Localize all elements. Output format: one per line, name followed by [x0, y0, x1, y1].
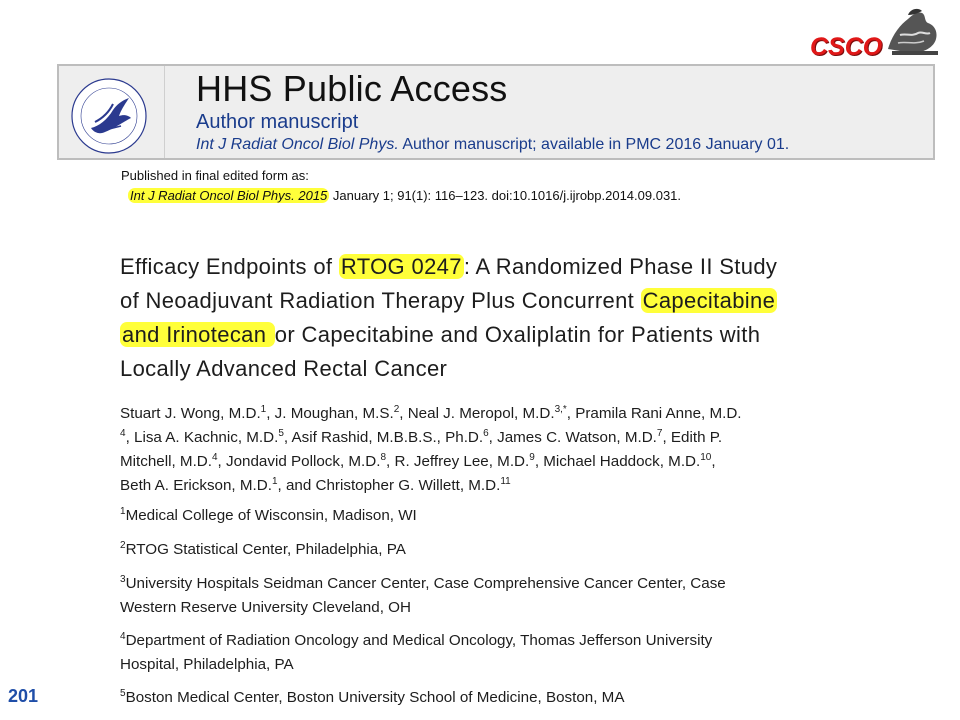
slide-page-number: 201 [8, 686, 39, 706]
author-name: , Neal J. Meropol, M.D. [399, 405, 555, 422]
hhs-seal-icon [69, 76, 149, 156]
citation-details: January 1; 91(1): 116–123. doi:10.1016/j.ijrobp.2014.09.031. [329, 188, 682, 203]
affiliation-5 [120, 686, 920, 710]
author-name: , Asif Rashid, M.B.B.S., Ph.D. [283, 429, 484, 446]
author-name: Stuart J. Wong, M.D. [120, 405, 261, 422]
author-name: , Michael Haddock, M.D. [534, 453, 701, 470]
rtog-highlight: RTOG 0247 [340, 254, 462, 279]
author-superscript: 5 [278, 428, 284, 439]
affiliation-1 [120, 504, 920, 528]
title-line-3 [120, 318, 920, 352]
author-manuscript-label: Author manuscript [196, 111, 359, 133]
csco-logo [808, 5, 942, 61]
title-text: : A Randomized Phase II Study [463, 254, 778, 279]
author-superscript: 3,* [554, 404, 567, 415]
author-name: , Jondavid Pollock, M.D. [217, 453, 381, 470]
author-superscript: 4 [120, 428, 126, 439]
affiliation-line [120, 686, 920, 710]
affiliation-text: RTOG Statistical Center, Philadelphia, PA [125, 541, 406, 558]
affiliation-superscript: 2 [120, 540, 126, 551]
title-text: Efficacy Endpoints of [120, 254, 339, 279]
affiliation-line [120, 504, 920, 528]
author-superscript: 2 [393, 404, 400, 415]
author-superscript: 10 [700, 452, 712, 463]
authors-line-4 [120, 474, 920, 498]
article-title [120, 250, 920, 386]
affiliation-text: Western Reserve University Cleveland, OH [120, 599, 411, 616]
affiliation-text: Hospital, Philadelphia, PA [120, 656, 294, 673]
journal-name: Int J Radiat Oncol Biol Phys. [196, 136, 399, 153]
affiliation-text: Boston Medical Center, Boston University School of Medicine, Boston, MA [125, 689, 625, 706]
author-name: , J. Moughan, M.S. [266, 405, 394, 422]
affiliation-line [120, 572, 920, 596]
affiliation-2 [120, 538, 920, 562]
author-superscript: 6 [483, 428, 489, 439]
affiliation-text: University Hospitals Seidman Cancer Center, Case Comprehensive Cancer Center, Case [125, 575, 726, 592]
author-name: , R. Jeffrey Lee, M.D. [386, 453, 530, 470]
affiliation-line [120, 538, 920, 562]
author-name: , [711, 453, 716, 470]
author-superscript: 11 [500, 476, 511, 487]
affiliation-3 [120, 572, 920, 620]
author-superscript: 9 [529, 452, 535, 463]
authors-line-1 [120, 402, 920, 426]
availability-text: Author manuscript; available in PMC 2016 January 01. [398, 136, 790, 153]
author-name: , Edith P. [662, 429, 723, 446]
title-text: or Capecitabine and Oxaliplatin for Patients with [274, 322, 761, 347]
author-superscript: 1 [271, 476, 278, 487]
irinotecan-highlight: and Irinotecan [122, 322, 273, 347]
author-superscript: 7 [656, 428, 663, 439]
affiliation-superscript: 4 [120, 631, 126, 642]
author-name: , Pramila Rani Anne, M.D. [566, 405, 742, 422]
title-text: of Neoadjuvant Radiation Therapy Plus Concurrent [120, 288, 641, 313]
authors-line-2 [120, 426, 920, 450]
affiliation-superscript: 1 [120, 506, 126, 517]
affiliation-superscript: 5 [120, 688, 126, 699]
author-superscript: 8 [380, 452, 387, 463]
hhs-public-access-title: HHS Public Access [196, 68, 508, 109]
author-name: , and Christopher G. Willett, M.D. [277, 477, 501, 494]
author-name: , James C. Watson, M.D. [488, 429, 657, 446]
hhs-banner [57, 64, 935, 160]
author-name: Mitchell, M.D. [120, 453, 212, 470]
affiliation-line [120, 629, 920, 653]
title-line-2 [120, 284, 920, 318]
affiliation-text: Department of Radiation Oncology and Medical Oncology, Thomas Jefferson University [125, 632, 713, 649]
affiliation-4 [120, 629, 920, 677]
title-line-1 [120, 250, 920, 284]
journal-availability-line [196, 136, 789, 154]
journal-highlight: Int J Radiat Oncol Biol Phys. 2015 [130, 188, 328, 203]
logo-text: CSCO [810, 33, 883, 61]
title-line-4: Locally Advanced Rectal Cancer [120, 356, 448, 381]
banner-divider [164, 66, 165, 158]
author-name: , Lisa A. Kachnic, M.D. [125, 429, 279, 446]
author-name: Beth A. Erickson, M.D. [120, 477, 272, 494]
logo-emblem-icon [878, 5, 942, 57]
author-superscript: 4 [211, 452, 218, 463]
affiliation-text: Medical College of Wisconsin, Madison, WI [125, 507, 417, 524]
published-label: Published in final edited form as: [121, 168, 309, 183]
capecitabine-highlight: Capecitabine [642, 288, 776, 313]
affiliation-superscript: 3 [120, 574, 126, 585]
author-list [120, 402, 920, 498]
authors-line-3 [120, 450, 920, 474]
citation-line [128, 188, 681, 203]
author-superscript: 1 [260, 404, 267, 415]
